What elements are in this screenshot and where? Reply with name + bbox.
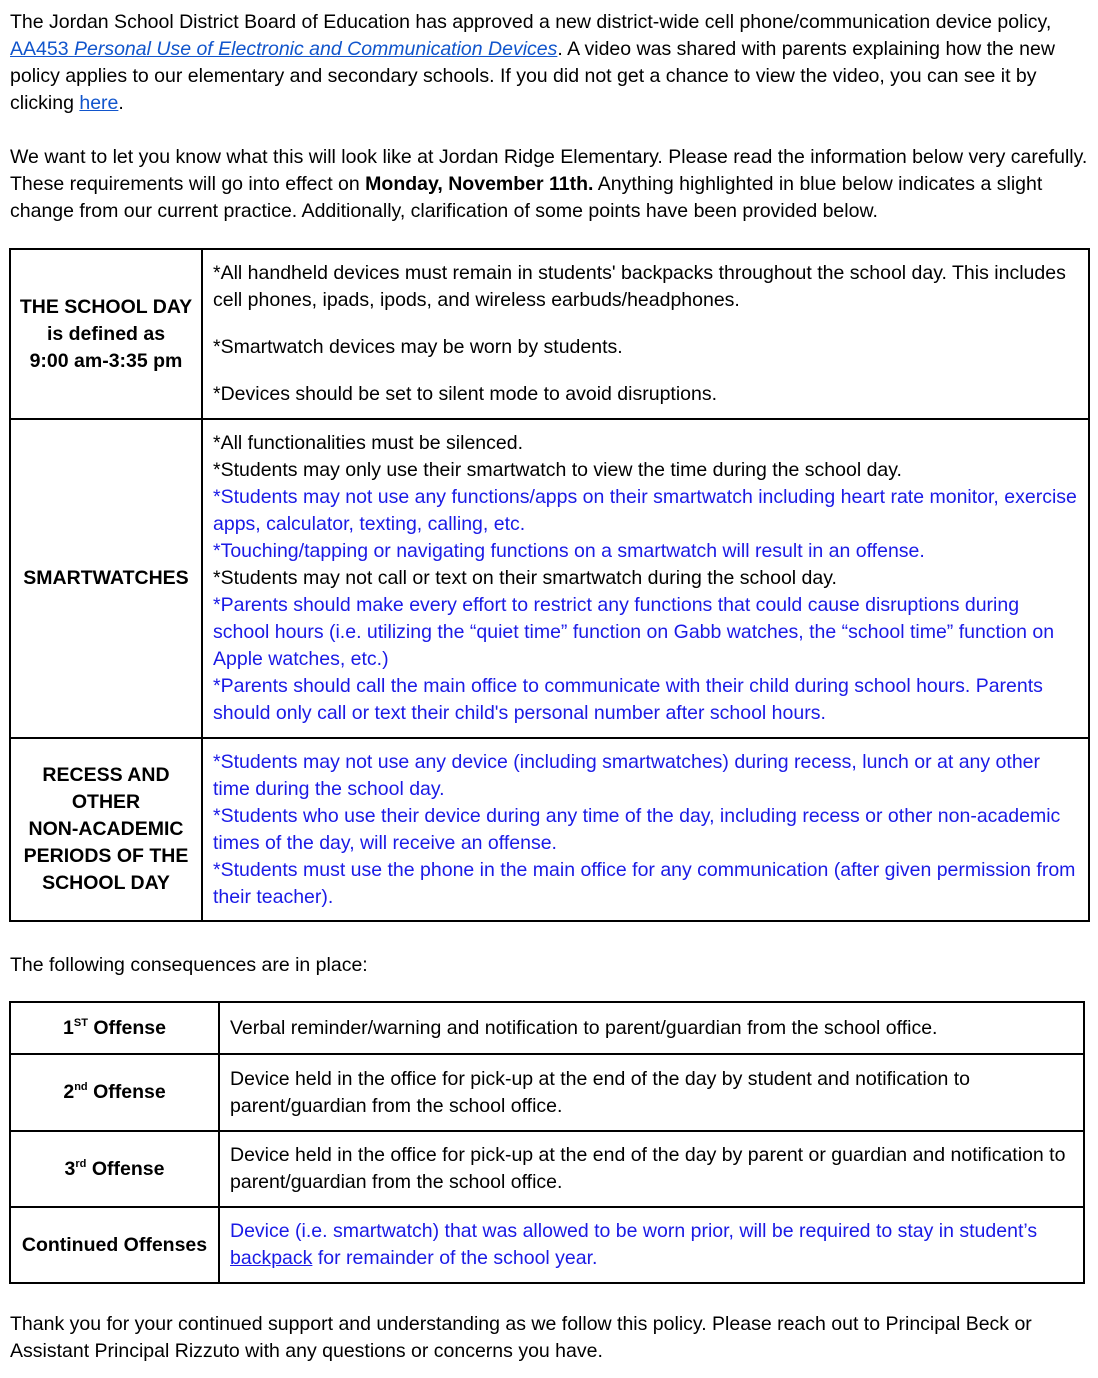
effective-date: Monday, November 11th. [365,173,594,195]
video-here-link[interactable]: here [79,92,119,114]
recess-header-line-5: SCHOOL DAY [42,872,170,894]
rules-row-recess [10,738,1089,921]
offense-1-number: 1 [63,1016,74,1039]
offense-row-2 [10,1054,1084,1131]
policy-code: AA453 [10,38,69,60]
offense-2-suffix: nd [74,1081,88,1093]
offense-2-number: 2 [63,1081,75,1103]
offense-row-3 [10,1131,1084,1207]
consequences-intro: The following consequences are in place: [10,954,368,976]
continued-offenses-label: Continued Offenses [10,1207,219,1283]
recess-header-line-2: OTHER [71,791,141,813]
smartwatch-rule-1: *All functionalities must be silenced. [213,432,523,454]
intro2-text-end: Anything highlighted in blue below indicates a slight change from our current practice. Additionally, clarification of some points have been provided below. [10,173,1043,222]
smartwatches-header: SMARTWATCHES [10,419,202,738]
intro-paragraph-1 [10,9,1090,117]
offense-row-1 [10,1002,1084,1054]
policy-title: Personal Use of Electronic and Communication Devices [73,38,558,60]
offense-3-number: 3 [64,1157,76,1180]
policy-link[interactable] [10,38,557,60]
smartwatch-rule-3: *Students may not use any functions/apps on their smartwatch including heart rate monitor, exercise apps, calculator, texting, calling, etc. [213,486,1077,535]
offense-2-label [10,1054,219,1131]
rules-row-smartwatches [10,419,1089,738]
offense-2-text: Device held in the office for pick-up at the end of the day by student and notification to parent/guardian from the school office. [219,1054,1084,1131]
intro-text-start: The Jordan School District Board of Education has approved a new district-wide cell phone/communication device policy, [10,11,1052,33]
school-day-rule-3: *Devices should be set to silent mode to avoid disruptions. [213,383,718,405]
smartwatch-rule-7: *Parents should call the main office to communicate with their child during school hours. Parents should only call or text their child's personal number after school hours. [213,675,1043,724]
closing-paragraph: Thank you for your continued support and understanding as we follow this policy. Please reach out to Principal Beck or Assistant Principal Rizzuto with any questions or concerns you have. [10,1313,1032,1362]
school-day-hours: 9:00 am-3:35 pm [29,349,183,372]
school-day-rule-2: *Smartwatch devices may be worn by students. [213,336,623,358]
intro-text-end: . [118,92,124,114]
offense-1-word: Offense [93,1016,166,1039]
smartwatch-rule-5: *Students may not call or text on their smartwatch during the school day. [213,567,837,589]
recess-header-line-4: PERIODS OF THE [23,845,189,867]
recess-rule-1: *Students may not use any device (including smartwatches) during recess, lunch or at any other time during the school day. [213,750,1041,800]
intro-paragraph-2 [10,144,1090,225]
rules-row-school-day [10,249,1089,419]
offense-3-suffix: rd [75,1157,87,1170]
offense-1-text: Verbal reminder/warning and notification to parent/guardian from the school office. [219,1002,1084,1054]
recess-rule-3: *Students must use the phone in the main office for any communication (after given permission from their teacher). [213,858,1076,908]
continued-offenses-text [219,1207,1084,1283]
smartwatches-rules [202,419,1089,738]
intro2-text-start: We want to let you know what this will look like at Jordan Ridge Elementary. Please read the information below very carefully. These requirements will go into effect on [10,146,1088,195]
offense-1-suffix: ST [73,1016,88,1029]
consequences-table [9,1001,1085,1284]
backpack-link[interactable]: backpack [230,1247,313,1269]
school-day-rule-1: *All handheld devices must remain in students' backpacks throughout the school day. This includes cell phones, ipads, ipods, and wireless earbuds/headphones. [213,262,1066,311]
recess-header [10,738,202,921]
offense-2-word: Offense [93,1081,166,1103]
offense-3-text: Device held in the office for pick-up at the end of the day by parent or guardian and notification to parent/guardian from the school office. [219,1131,1084,1207]
recess-header-line-3: NON-ACADEMIC [28,818,184,840]
offense-row-continued [10,1207,1084,1283]
offense-1-label [10,1002,219,1054]
intro-text-mid: . A video was shared with parents explaining how the new policy applies to our elementary and secondary schools. If you did not get a chance to view the video, you can see it by clicking [10,38,1055,114]
offense-3-word: Offense [91,1157,165,1180]
school-day-subtitle: is defined as [46,322,166,345]
smartwatch-rule-6: *Parents should make every effort to restrict any functions that could cause disruptions during school hours (i.e. utilizing the “quiet time” function on Gabb watches, the “school time” function on Apple watches, etc.) [213,594,1055,670]
smartwatch-rule-2: *Students may only use their smartwatch to view the time during the school day. [213,459,902,481]
recess-rules [202,738,1089,921]
school-day-rules [202,249,1089,419]
smartwatch-rule-4: *Touching/tapping or navigating functions on a smartwatch will result in an offense. [213,540,925,562]
school-day-title: THE SCHOOL DAY [19,295,193,318]
offense-3-label [10,1131,219,1207]
recess-header-line-1: RECESS AND [42,764,170,786]
continued-text-end: for remainder of the school year. [317,1247,598,1269]
recess-rule-2: *Students who use their device during any time of the day, including recess or other non-academic times of the day, will receive an offense. [213,804,1061,854]
school-day-header [10,249,202,419]
rules-table [9,248,1090,922]
continued-text-start: Device (i.e. smartwatch) that was allowed to be worn prior, will be required to stay in student’s [230,1220,1038,1242]
